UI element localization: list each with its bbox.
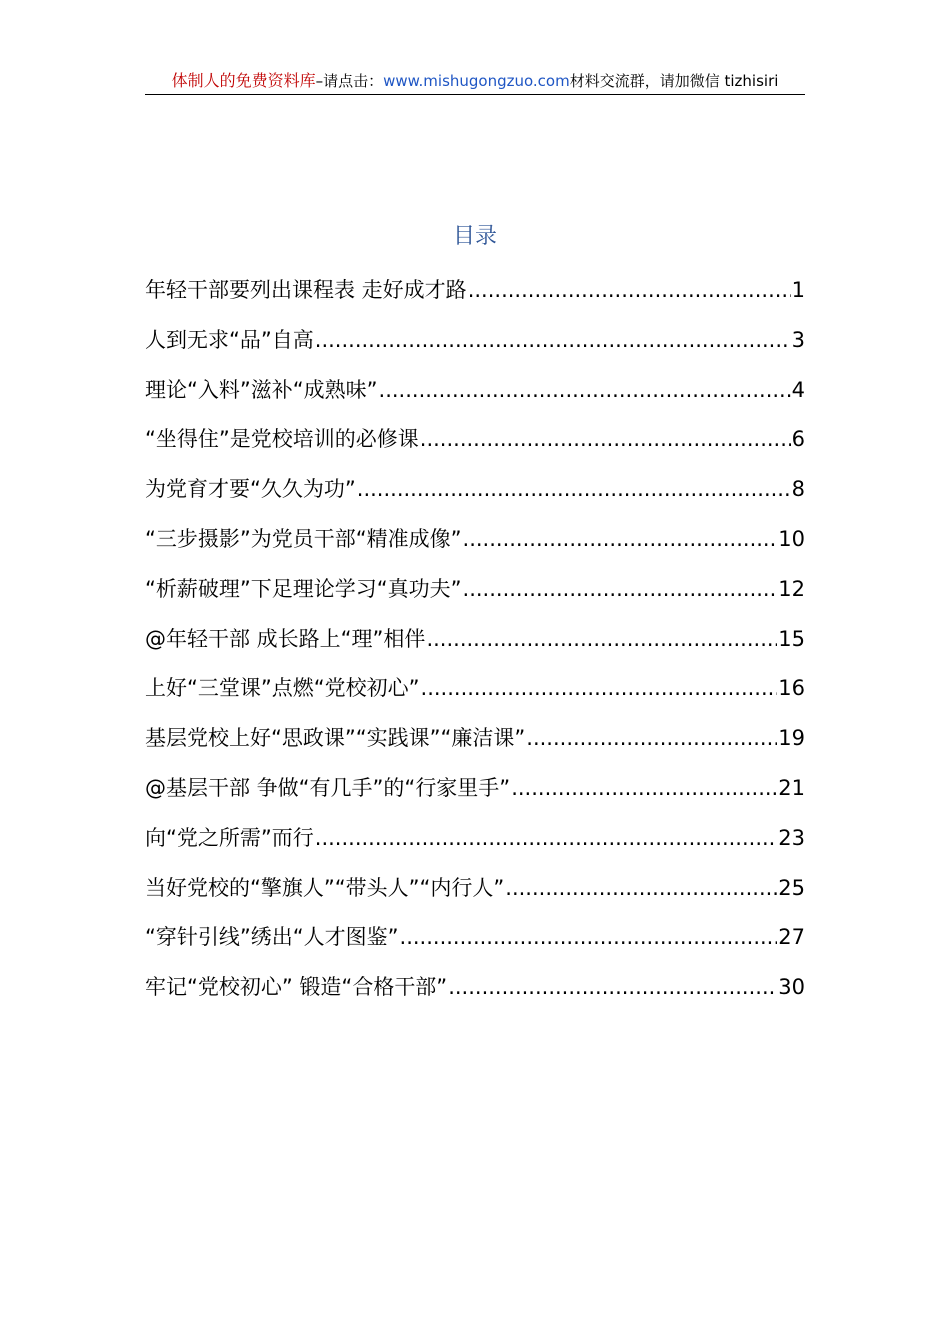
toc-entry-page: 6 [791,427,805,452]
toc-entry[interactable] [145,374,805,424]
toc-entry[interactable] [145,623,805,673]
toc-entry-page: 8 [791,477,805,502]
toc-leader-dots [468,274,791,306]
toc-entry-page: 25 [778,875,805,900]
toc-leader-dots [315,324,791,356]
toc-leader-dots [379,374,791,406]
toc-entry-page: 12 [778,576,805,601]
toc-entry[interactable] [145,473,805,523]
toc-entry[interactable] [145,722,805,772]
toc-entry-page: 1 [791,278,805,302]
toc-leader-dots [463,523,778,555]
toc-leader-dots [526,722,777,754]
toc-leader-dots [420,423,791,455]
toc-entry-title: 上好“三堂课”点燃“党校初心” [145,676,420,701]
toc-entry[interactable] [145,274,805,324]
toc-entry-title: 基层党校上好“思政课”“实践课”“廉洁课” [145,726,526,751]
toc-entry[interactable] [145,573,805,623]
header-prompt: –请点击： [315,72,384,90]
toc-list [145,274,805,1021]
toc-entry[interactable] [145,872,805,922]
toc-leader-dots [511,772,777,804]
toc-entry-page: 19 [778,726,805,751]
toc-leader-dots [426,623,777,655]
toc-leader-dots [463,573,778,605]
toc-entry-title: “析薪破理”下足理论学习“真功夫” [145,576,462,601]
toc-entry[interactable] [145,971,805,1021]
toc-leader-dots [448,971,777,1003]
toc-entry[interactable] [145,822,805,872]
toc-leader-dots [421,672,778,704]
toc-entry-title: “三步摄影”为党员干部“精准成像” [145,526,462,551]
toc-entry-title: 年轻干部要列出课程表 走好成才路 [145,278,467,302]
header-contact: 材料交流群，请加微信 tizhisiri [569,72,779,90]
toc-entry-title: @基层干部 争做“有几手”的“行家里手” [145,775,511,800]
toc-entry-page: 30 [778,975,805,1000]
toc-entry[interactable] [145,423,805,473]
header-link[interactable]: www.mishugongzuo.com [383,72,570,90]
toc-entry-title: 为党育才要“久久为功” [145,477,356,502]
toc-leader-dots [357,473,791,505]
toc-entry-title: @年轻干部 成长路上“理”相伴 [145,626,426,651]
toc-entry-page: 3 [791,327,805,352]
toc-leader-dots [400,921,778,953]
toc-entry-title: 向“党之所需”而行 [145,825,314,850]
toc-entry[interactable] [145,324,805,374]
page-header [145,68,805,95]
toc-entry[interactable] [145,672,805,722]
header-brand: 体制人的免费资料库 [171,71,316,90]
toc-entry-page: 21 [778,775,805,800]
toc-entry[interactable] [145,772,805,822]
toc-leader-dots [315,822,778,854]
toc-entry-page: 15 [778,626,805,651]
toc-entry-page: 16 [778,676,805,701]
toc-entry[interactable] [145,921,805,971]
toc-entry-page: 23 [778,825,805,850]
toc-entry-page: 4 [791,377,805,402]
toc-entry-title: 理论“入料”滋补“成熟味” [145,377,378,402]
toc-entry-page: 27 [778,925,805,950]
toc-entry-title: 牢记“党校初心” 锻造“合格干部” [145,975,448,1000]
toc-entry-title: “坐得住”是党校培训的必修课 [145,427,419,452]
toc-leader-dots [505,872,777,904]
toc-entry-title: “穿针引线”绣出“人才图鉴” [145,925,399,950]
toc-entry-title: 人到无求“品”自高 [145,327,314,352]
toc-entry-page: 10 [778,526,805,551]
toc-title: 目录 [452,224,497,249]
toc-entry-title: 当好党校的“擎旗人”“带头人”“内行人” [145,875,505,900]
toc-entry[interactable] [145,523,805,573]
